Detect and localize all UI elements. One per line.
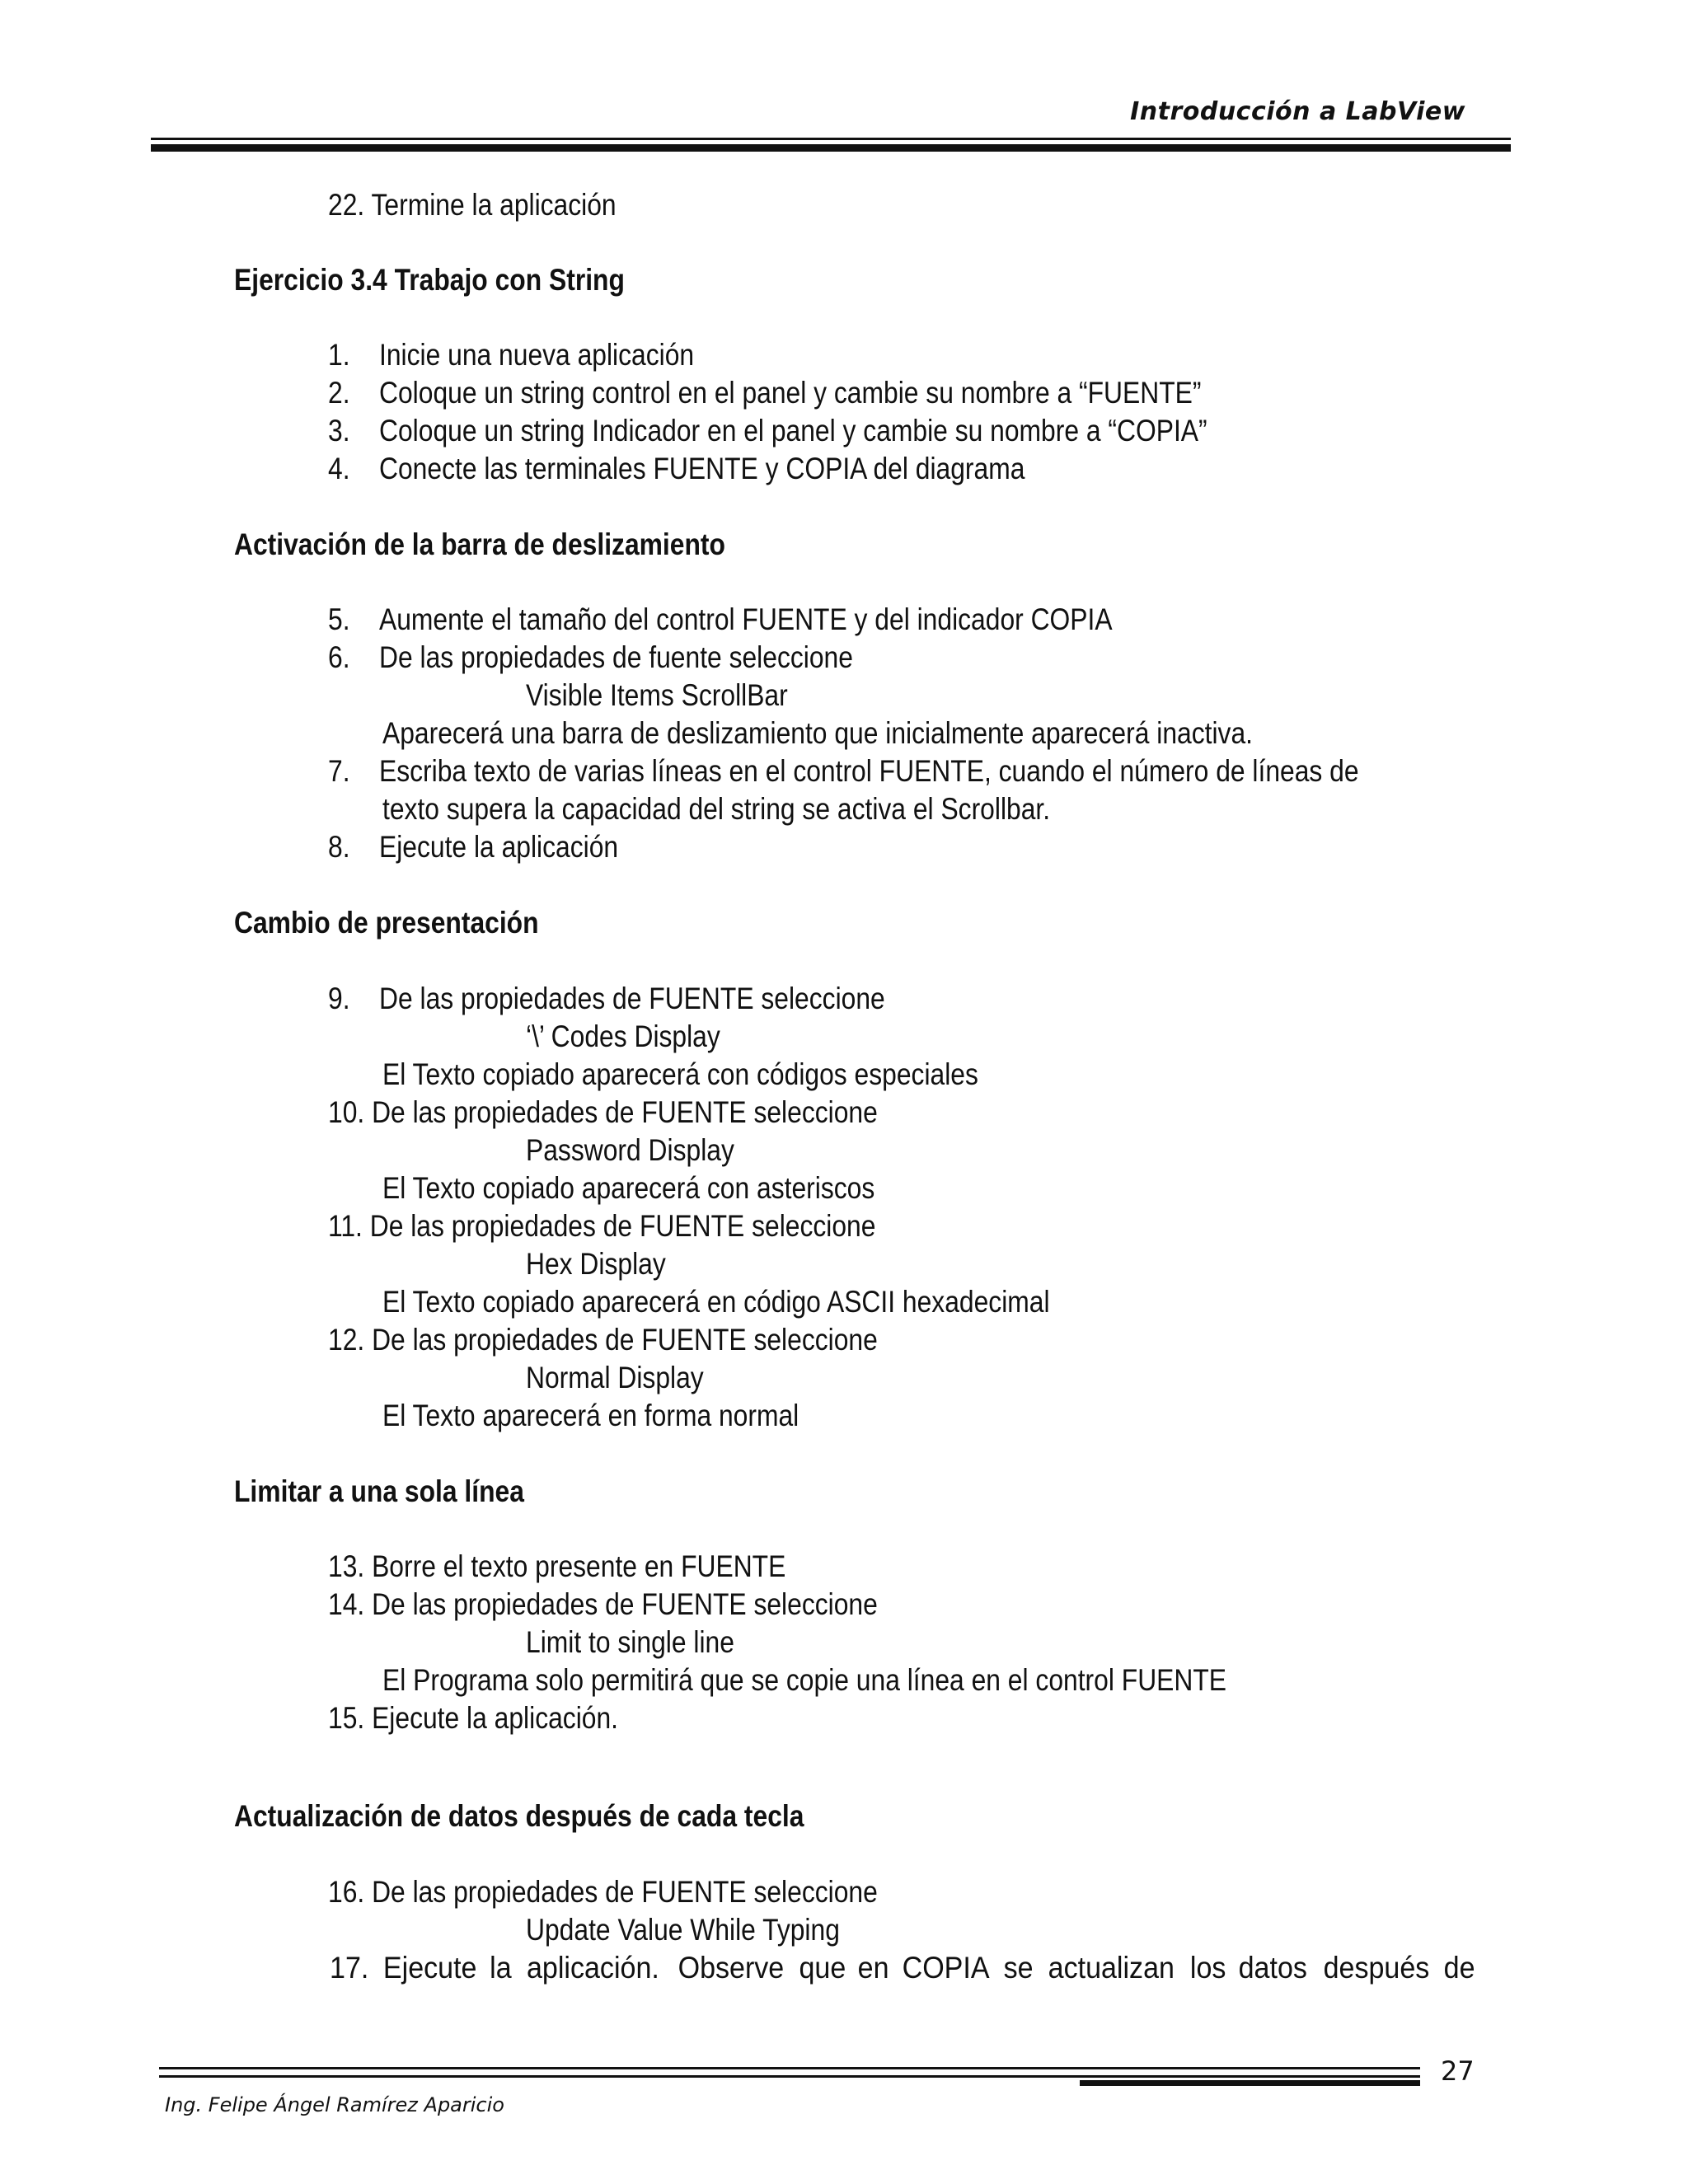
list-item-7-cont: texto supera la capacidad del string se activa el Scrollbar. (382, 792, 1051, 826)
section-heading-single-line: Limitar a una sola línea (234, 1474, 524, 1508)
header-rule-thin (151, 138, 1511, 140)
list-item-15: 15. Ejecute la aplicación. (328, 1701, 619, 1735)
list-item-17-word: COPIA (902, 1951, 990, 1985)
list-item-17-word: Ejecute (382, 1951, 477, 1985)
section-heading-scrollbar: Activación de la barra de deslizamiento (234, 527, 725, 561)
list-item-17-word: actualizan (1048, 1951, 1175, 1985)
list-number-4: 4. (328, 452, 350, 485)
list-item-17-word: datos (1238, 1951, 1308, 1985)
list-item-10: 10. De las propiedades de FUENTE seleccione (328, 1095, 878, 1129)
list-item-17 (328, 1951, 1476, 1985)
list-item-12: 12. De las propiedades de FUENTE seleccione (328, 1323, 878, 1357)
footer-rule-middle (159, 2075, 1420, 2078)
list-item-17-word: los (1189, 1951, 1226, 1985)
list-item-17-word: después (1323, 1951, 1430, 1985)
footer-rule-thick (1080, 2080, 1420, 2086)
list-item-4: Conecte las terminales FUENTE y COPIA del diagrama (379, 452, 1025, 485)
list-item-13: 13. Borre el texto presente en FUENTE (328, 1549, 786, 1583)
section-heading-update: Actualización de datos después de cada tecla (234, 1799, 804, 1833)
page-number: 27 (1441, 2055, 1475, 2087)
section-heading-ejercicio: Ejercicio 3.4 Trabajo con String (234, 263, 625, 297)
list-item-2: Coloque un string control en el panel y cambie su nombre a “FUENTE” (379, 376, 1202, 410)
menu-path-11: Hex Display (526, 1247, 666, 1281)
list-item-11: 11. De las propiedades de FUENTE seleccione (328, 1209, 876, 1243)
menu-path-6: Visible Items ScrollBar (526, 678, 788, 712)
list-item-17-word: aplicación. (527, 1951, 659, 1985)
menu-path-16: Update Value While Typing (526, 1913, 840, 1947)
list-number-6: 6. (328, 640, 350, 674)
list-item-16: 16. De las propiedades de FUENTE seleccione (328, 1875, 878, 1909)
list-item-17-word: de (1443, 1951, 1475, 1985)
list-number-8: 8. (328, 830, 350, 864)
list-item-14: 14. De las propiedades de FUENTE seleccione (328, 1587, 878, 1621)
list-item-1: Inicie una nueva aplicación (379, 338, 695, 372)
menu-path-12: Normal Display (526, 1361, 704, 1394)
list-number-9: 9. (328, 982, 350, 1015)
list-item-17-text (328, 1951, 1476, 1985)
list-number-1: 1. (328, 338, 350, 372)
list-item-17-word: se (1003, 1951, 1034, 1985)
result-6: Aparecerá una barra de deslizamiento que inicialmente aparecerá inactiva. (382, 716, 1253, 750)
list-number-5: 5. (328, 602, 350, 636)
result-12: El Texto aparecerá en forma normal (382, 1399, 799, 1432)
header-title: Introducción a LabView (1130, 97, 1465, 126)
list-item-7: Escriba texto de varias líneas en el control FUENTE, cuando el número de líneas de (379, 754, 1359, 788)
result-9: El Texto copiado aparecerá con códigos especiales (382, 1057, 978, 1091)
section-heading-presentacion: Cambio de presentación (234, 906, 539, 940)
list-item-8: Ejecute la aplicación (379, 830, 619, 864)
list-item-22: 22. Termine la aplicación (328, 188, 617, 222)
list-number-7: 7. (328, 754, 350, 788)
menu-path-10: Password Display (526, 1133, 734, 1167)
footer-rule-top (159, 2067, 1420, 2069)
menu-path-14: Limit to single line (526, 1625, 734, 1659)
list-item-17-word: que (799, 1951, 846, 1985)
list-number-2: 2. (328, 376, 350, 410)
list-item-3: Coloque un string Indicador en el panel y cambie su nombre a “COPIA” (379, 414, 1207, 448)
list-item-17-word: la (490, 1951, 512, 1985)
list-item-6: De las propiedades de fuente seleccione (379, 640, 853, 674)
result-10: El Texto copiado aparecerá con asteriscos (382, 1171, 875, 1205)
header-rule-thick (151, 144, 1511, 152)
list-item-9: De las propiedades de FUENTE seleccione (379, 982, 885, 1015)
author-name: Ing. Felipe Ángel Ramírez Aparicio (165, 2093, 504, 2116)
menu-path-9: ‘\’ Codes Display (526, 1019, 720, 1053)
list-item-5: Aumente el tamaño del control FUENTE y del indicador COPIA (379, 602, 1113, 636)
list-item-17-word: 17. (330, 1951, 369, 1985)
list-item-17-word: Observe (678, 1951, 785, 1985)
result-11: El Texto copiado aparecerá en código ASCII hexadecimal (382, 1285, 1050, 1319)
list-number-3: 3. (328, 414, 350, 448)
result-14: El Programa solo permitirá que se copie una línea en el control FUENTE (382, 1663, 1227, 1697)
list-item-17-word: en (857, 1951, 889, 1985)
